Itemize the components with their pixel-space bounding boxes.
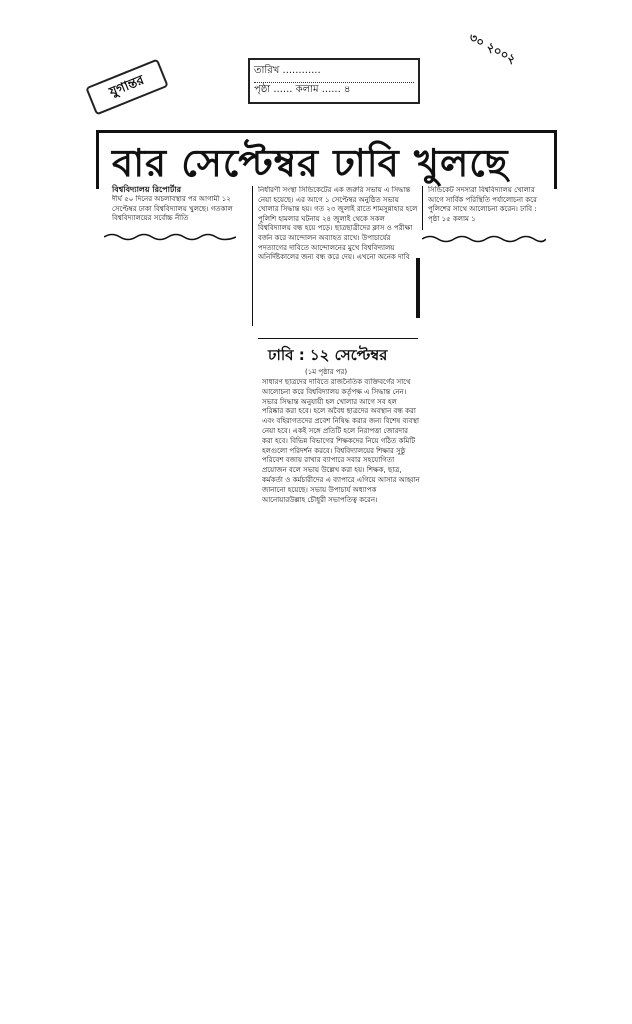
newspaper-stamp [85,58,169,115]
article-column-3 [428,186,548,230]
column-1-text: দীর্ঘ ৫০ দিনের অচলাবস্থার পর আগামী ১২ সেপ্টেম্বর ঢাকা বিশ্ববিদ্যালয় খুলছে। গতকাল বিশ্ববিদ্যালয়ের সর্বোচ্চ নীতি [112,195,233,223]
torn-edge-left [104,232,236,242]
slip-page-row: পৃষ্ঠা ...... কলাম ...... ৪ [254,84,351,95]
stamp-label: যুগান্তর [107,72,147,100]
continuation-subtitle: (১ম পৃষ্ঠার পর) [305,368,348,376]
continuation-title: ঢাবি : ১২ সেপ্টেম্বর [268,346,388,364]
article-column-1 [112,195,240,229]
article-byline: বিশ্ববিদ্যালয় রিপোর্টার [112,185,182,194]
continuation-body [262,378,420,714]
ledger-mark [416,258,420,318]
article-headline: বার সেপ্টেম্বর ঢাবি খুলছে [112,140,509,185]
article-column-2 [258,186,418,328]
column-3-text: সিন্ডিকেট সদস্যরা বিশ্ববিদ্যালয় খোলার আগে সার্বিক পরিস্থিতি পর্যালোচনা করে পুলিশের সাথে আলোচনা করেন। ঢাবি : পৃষ্ঠা ১৫ কলাম ১ [428,186,537,223]
continuation-top-rule [258,338,418,339]
continuation-text: সাধারণ ছাত্রদের দাবিতে রাজনৈতিক ব্যক্তিবর্গের সাথে আলোচনা করে বিশ্ববিদ্যালয় কর্তৃপক্ষ এ সিদ্ধান্ত নেন। সভার সিদ্ধান্ত অনুযায়ী হল খোলার আগে সব হল পরিষ্কার করা হবে। হলে অবৈধ ছাত্রদের অবস্থান বন্ধ করা এবং বহিরাগতদের প্রবেশ নিষিদ্ধ করার জন্য বিশেষ ব্যবস্থা নেয়া হবে। একই সঙ্গে প্রতিটি হলে নিরাপত্তা জোরদার করা হবে। বিভিন্ন বিভাগের শিক্ষকদের নিয়ে গঠিত কমিটি হলগুলো পরিদর্শন করবে। বিশ্ববিদ্যালয়ের শিক্ষার সুষ্ঠু পরিবেশ বজায় রাখার ব্যাপারে সবার সহযোগিতা প্রয়োজন বলে সভায় উল্লেখ করা হয়। শিক্ষক, ছাত্র, কর্মকর্তা ও কর্মচারীদের এ ব্যাপারে এগিয়ে আসার আহ্বান জানানো হয়েছে। সভায় উপাচার্য অধ্যাপক আনোয়ারউল্লাহ চৌধুরী সভাপতিত্ব করেন। [262,378,420,504]
column-2-text: নির্ধারণী সংস্থা সিন্ডিকেটের এক জরুরি সভায় এ সিদ্ধান্ত নেয়া হয়েছে। এর আগে ১ সেপ্টেম্বর অনুষ্ঠিত সভায় খোলার সিদ্ধান্ত হয়। গত ২৩ জুলাই রাতে শামসুন্নাহার হলে পুলিশি হামলার ঘটনায় ২৪ জুলাই থেকে সকল বিশ্ববিদ্যালয় বন্ধ হয়ে পড়ে। ছাত্রছাত্রীদের ক্লাস ও পরীক্ষা বর্জন করে আন্দোলন অব্যাহত রাখে। উপাচার্যের পদত্যাগের দাবিতে আন্দোলনের মুখে বিশ্ববিদ্যালয় অনির্দিষ্টকালের জন্য বন্ধ করে দেয়। এখনো অনেক দাবি [258,186,418,262]
slip-date-row: তারিখ ............ [254,63,414,83]
column-rule [422,186,423,230]
date-stamp: ৩০ ২০০২ [466,30,519,67]
torn-edge-right [422,234,546,244]
column-rule [252,186,253,326]
reference-slip [248,58,420,104]
